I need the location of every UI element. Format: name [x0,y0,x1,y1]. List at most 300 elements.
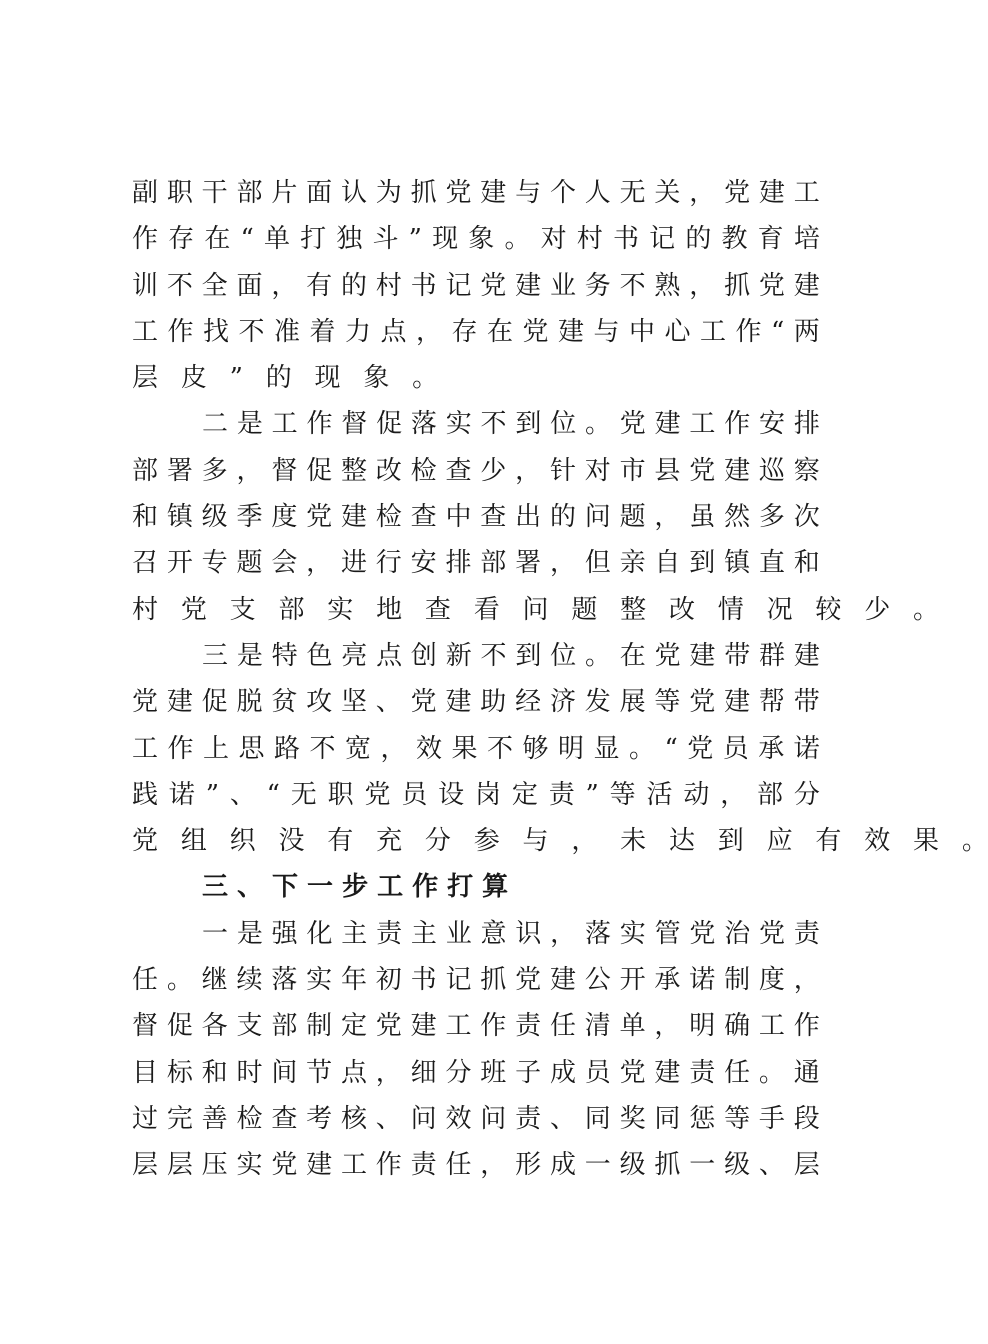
glyph: 务 [584,270,611,301]
glyph: 问 [522,594,549,625]
glyph: 主 [410,918,437,949]
glyph: ， [515,455,542,486]
glyph: 标 [166,1057,193,1088]
glyph: 贫 [271,687,298,718]
text-line [132,772,820,818]
glyph: 。 [584,409,611,440]
glyph: 同 [654,1103,681,1134]
glyph: 教 [721,224,748,255]
glyph: 层 [166,1150,193,1181]
glyph: 巡 [758,455,785,486]
text-line [132,818,988,864]
glyph: 市 [619,455,646,486]
glyph: 心 [664,316,691,347]
glyph: 作 [306,409,333,440]
glyph: 。 [961,826,988,857]
glyph: 一 [689,1150,716,1181]
glyph: 党 [271,1150,298,1181]
glyph: 党 [689,918,716,949]
glyph: 部 [757,779,784,810]
glyph: “ [771,316,785,347]
glyph: 与 [522,826,549,857]
glyph: ， [416,316,443,347]
glyph: 准 [274,316,301,347]
glyph: 落 [584,918,611,949]
glyph: 到 [515,640,542,671]
glyph: 督 [132,1011,159,1042]
glyph: 考 [306,1103,333,1134]
glyph: ， [375,1057,402,1088]
glyph: 下 [272,872,299,903]
glyph: 镇 [166,502,193,533]
glyph: 面 [236,270,263,301]
glyph: 思 [238,733,265,764]
glyph: 层 [793,1150,820,1181]
glyph: 节 [306,1057,333,1088]
glyph: 点 [376,640,403,671]
glyph: 无 [619,178,646,208]
glyph: 二 [202,409,229,440]
glyph: 党 [306,502,333,533]
glyph: 效 [445,1103,472,1134]
glyph: 。 [166,965,193,996]
glyph: 党 [758,270,785,301]
glyph: 找 [203,316,230,347]
glyph: ， [689,270,716,301]
glyph: 工 [689,409,716,440]
glyph: 查 [445,455,472,486]
glyph: 党 [375,1011,402,1042]
glyph: 工 [377,872,404,903]
glyph: 着 [309,316,336,347]
glyph: 两 [793,316,820,347]
glyph: 人 [584,178,611,208]
glyph: 成 [549,1150,576,1181]
glyph: 建 [654,1057,681,1088]
glyph: “ [266,779,280,810]
glyph: 打 [300,224,327,255]
glyph: 职 [166,178,193,208]
glyph: 单 [263,224,290,255]
glyph: 党 [364,779,391,810]
glyph: 促 [306,455,333,486]
glyph: 现 [314,363,341,394]
glyph: 业 [549,270,576,301]
glyph: 化 [306,918,333,949]
glyph: 督 [341,409,368,440]
glyph: 问 [480,1103,507,1134]
glyph: 促 [166,1011,193,1042]
glyph: 县 [654,455,681,486]
glyph: 多 [201,455,228,486]
glyph: 单 [619,1011,646,1042]
glyph: 建 [480,178,507,208]
glyph: 党 [132,687,159,718]
glyph: 在 [487,316,514,347]
glyph: 书 [410,965,437,996]
glyph: 、 [229,779,256,810]
glyph: 不 [480,640,507,671]
text-line [132,401,820,447]
glyph: ， [654,502,681,533]
glyph: 建 [724,455,751,486]
glyph: 成 [549,1057,576,1088]
glyph: 书 [410,270,437,301]
glyph: 分 [424,826,451,857]
glyph: 党 [619,1057,646,1088]
glyph: 达 [668,826,695,857]
glyph: 未 [620,826,647,857]
glyph: 整 [620,594,647,625]
glyph: 党 [759,918,786,949]
glyph: 训 [132,270,159,301]
glyph: 确 [724,1011,751,1042]
glyph: 经 [515,687,542,718]
glyph: 、 [758,1150,785,1181]
glyph: 效 [416,733,443,764]
glyph: 实 [236,1150,263,1181]
glyph: 一 [307,872,334,903]
glyph: 实 [619,918,646,949]
glyph: 存 [451,316,478,347]
glyph: 动 [683,779,710,810]
glyph: 治 [724,918,751,949]
glyph: 显 [593,733,620,764]
glyph: 攻 [306,687,333,718]
glyph: 目 [132,1057,159,1088]
glyph: 员 [584,1057,611,1088]
glyph: 色 [306,640,333,671]
glyph: 专 [201,548,228,579]
glyph: 党 [480,270,507,301]
glyph: 三 [202,640,229,671]
glyph: 斗 [372,224,399,255]
text-line [132,448,820,494]
glyph: 充 [376,826,403,857]
section-heading [132,864,820,910]
glyph: 对 [584,455,611,486]
glyph: 三 [202,872,229,903]
glyph: 较 [815,594,842,625]
glyph: 一 [584,1150,611,1181]
glyph: 年 [340,965,367,996]
text-line [132,216,820,262]
glyph: 抓 [724,270,751,301]
glyph: 支 [229,594,256,625]
glyph: 部 [278,594,305,625]
glyph: 少 [864,594,891,625]
glyph: 熟 [654,270,681,301]
glyph: 少 [480,455,507,486]
glyph: 工 [700,316,727,347]
glyph: 工 [132,316,159,347]
glyph: 干 [201,178,228,208]
glyph: 抓 [480,965,507,996]
glyph: ， [654,1011,681,1042]
glyph: ， [550,918,577,949]
glyph: 改 [375,455,402,486]
glyph: 党 [724,178,751,208]
glyph: 工 [340,1150,367,1181]
glyph: 脱 [236,687,263,718]
glyph: 群 [759,640,786,671]
glyph: 党 [515,965,542,996]
glyph: 岗 [475,779,502,810]
glyph: 独 [336,224,363,255]
glyph: 建 [306,1150,333,1181]
text-line [132,540,820,586]
glyph: 作 [480,1011,507,1042]
glyph: 带 [793,687,820,718]
glyph: 党 [687,733,714,764]
glyph: 党 [132,826,159,857]
glyph: 级 [724,1150,751,1181]
glyph: 的 [549,502,576,533]
glyph: 诺 [793,733,820,764]
glyph: 情 [717,594,744,625]
glyph: 抓 [410,178,437,208]
glyph: 署 [515,548,542,579]
glyph: 实 [327,594,354,625]
glyph: 题 [619,502,646,533]
glyph: 、 [375,687,402,718]
text-line [132,911,820,957]
glyph: 果 [913,826,940,857]
glyph: 间 [271,1057,298,1088]
glyph: 位 [550,640,577,671]
glyph: 力 [345,316,372,347]
glyph: 季 [236,502,263,533]
glyph: 党 [619,409,646,440]
glyph: 直 [758,548,785,579]
glyph: 度 [758,965,785,996]
glyph: 压 [201,1150,228,1181]
glyph: 济 [549,687,576,718]
glyph: 部 [236,178,263,208]
glyph: 落 [271,965,298,996]
text-line [132,726,820,772]
glyph: 的 [265,363,292,394]
glyph: 等 [609,779,636,810]
glyph: 培 [793,224,820,255]
glyph: 工 [445,1011,472,1042]
glyph: 建 [689,640,716,671]
glyph: 排 [445,548,472,579]
glyph: 设 [438,779,465,810]
glyph: 建 [410,1011,437,1042]
glyph: 子 [515,1057,542,1088]
glyph: 责 [548,779,575,810]
glyph: 工 [758,1011,785,1042]
text-line [132,1003,820,1049]
glyph: 开 [166,548,193,579]
glyph: 明 [689,1011,716,1042]
glyph: 责 [689,1057,716,1088]
glyph: 在 [619,640,646,671]
glyph: 诺 [689,965,716,996]
glyph: 召 [132,548,159,579]
glyph: 为 [375,178,402,208]
glyph: 部 [480,548,507,579]
glyph: 、 [237,872,264,903]
glyph: 支 [236,1011,263,1042]
glyph: 亲 [619,548,646,579]
glyph: 点 [340,1057,367,1088]
glyph: 皮 [180,363,207,394]
glyph: 落 [410,409,437,440]
glyph: 一 [202,918,229,949]
glyph: 责 [793,918,820,949]
glyph: 度 [271,502,298,533]
glyph: 够 [522,733,549,764]
glyph: 上 [203,733,230,764]
glyph: 作 [167,733,194,764]
glyph: 镇 [724,548,751,579]
glyph: 督 [271,455,298,486]
glyph: 的 [340,270,367,301]
glyph: 层 [132,363,159,394]
glyph: ， [549,548,576,579]
glyph: 织 [229,826,256,857]
glyph: 和 [793,548,820,579]
glyph: ， [236,455,263,486]
glyph: 检 [236,1103,263,1134]
glyph: 过 [132,1103,159,1134]
glyph: 查 [424,594,451,625]
glyph: 。 [629,733,656,764]
glyph: 制 [306,1011,333,1042]
glyph: 作 [412,872,439,903]
glyph: 地 [376,594,403,625]
glyph: 村 [576,224,603,255]
glyph: 存 [168,224,195,255]
glyph: 没 [278,826,305,857]
glyph: 象 [363,363,390,394]
glyph: 助 [480,687,507,718]
glyph: 有 [815,826,842,857]
glyph: 检 [375,502,402,533]
glyph: ” [408,224,422,255]
text-line [132,957,820,1003]
glyph: 排 [793,409,820,440]
glyph: 员 [722,733,749,764]
glyph: 是 [236,409,263,440]
glyph: 创 [410,640,437,671]
glyph: 促 [376,409,403,440]
text-line [132,494,820,540]
glyph: 实 [306,965,333,996]
glyph: 诺 [168,779,195,810]
glyph: 善 [201,1103,228,1134]
glyph: 关 [654,178,681,208]
glyph: 不 [309,733,336,764]
glyph: 党 [689,455,716,486]
glyph: 次 [793,502,820,533]
glyph: 位 [550,409,577,440]
glyph: 无 [290,779,317,810]
glyph: 级 [619,1150,646,1181]
text-line [132,170,820,216]
glyph: 主 [341,918,368,949]
text-line [132,679,820,725]
glyph: 参 [473,826,500,857]
glyph: 对 [540,224,567,255]
glyph: 片 [271,178,298,208]
glyph: 象 [468,224,495,255]
glyph: 记 [445,965,472,996]
glyph: 不 [487,733,514,764]
glyph: “ [240,224,254,255]
glyph: ， [480,1150,507,1181]
glyph: 记 [445,270,472,301]
glyph: 强 [271,918,298,949]
glyph: 特 [271,640,298,671]
glyph: ” [585,779,599,810]
glyph: 有 [327,826,354,857]
glyph: 展 [619,687,646,718]
glyph: 建 [558,316,585,347]
glyph: 步 [342,872,369,903]
glyph: 员 [401,779,428,810]
glyph: 任 [549,1011,576,1042]
glyph: 查 [410,502,437,533]
glyph: 是 [236,640,263,671]
glyph: 安 [410,548,437,579]
glyph: 全 [201,270,228,301]
glyph: 党 [689,687,716,718]
glyph: 同 [584,1103,611,1134]
glyph: 针 [549,455,576,486]
text-line [132,1050,820,1096]
glyph: 层 [132,1150,159,1181]
glyph: 分 [793,779,820,810]
glyph: 记 [649,224,676,255]
text-line [132,355,820,401]
glyph: 。 [412,363,439,394]
glyph: 部 [271,1011,298,1042]
glyph: 。 [913,594,940,625]
glyph: 定 [511,779,538,810]
glyph: 任 [132,965,159,996]
glyph: 与 [593,316,620,347]
glyph: 组 [180,826,207,857]
glyph: 和 [132,502,159,533]
glyph: 副 [132,178,159,208]
glyph: ” [205,779,219,810]
glyph: 但 [584,548,611,579]
glyph: 点 [380,316,407,347]
glyph: ， [306,548,333,579]
glyph: 建 [654,409,681,440]
glyph: 自 [654,548,681,579]
glyph: 面 [306,178,333,208]
glyph: 到 [717,826,744,857]
glyph: 党 [180,594,207,625]
glyph: 不 [238,316,265,347]
glyph: 带 [724,640,751,671]
glyph: 现 [432,224,459,255]
glyph: 与 [515,178,542,208]
glyph: 进 [340,548,367,579]
glyph: 任 [724,1057,751,1088]
glyph: 。 [758,1057,785,1088]
glyph: 不 [480,409,507,440]
glyph: 作 [375,1150,402,1181]
glyph: ， [720,779,747,810]
glyph: 等 [724,1103,751,1134]
glyph: 果 [451,733,478,764]
glyph: 活 [646,779,673,810]
